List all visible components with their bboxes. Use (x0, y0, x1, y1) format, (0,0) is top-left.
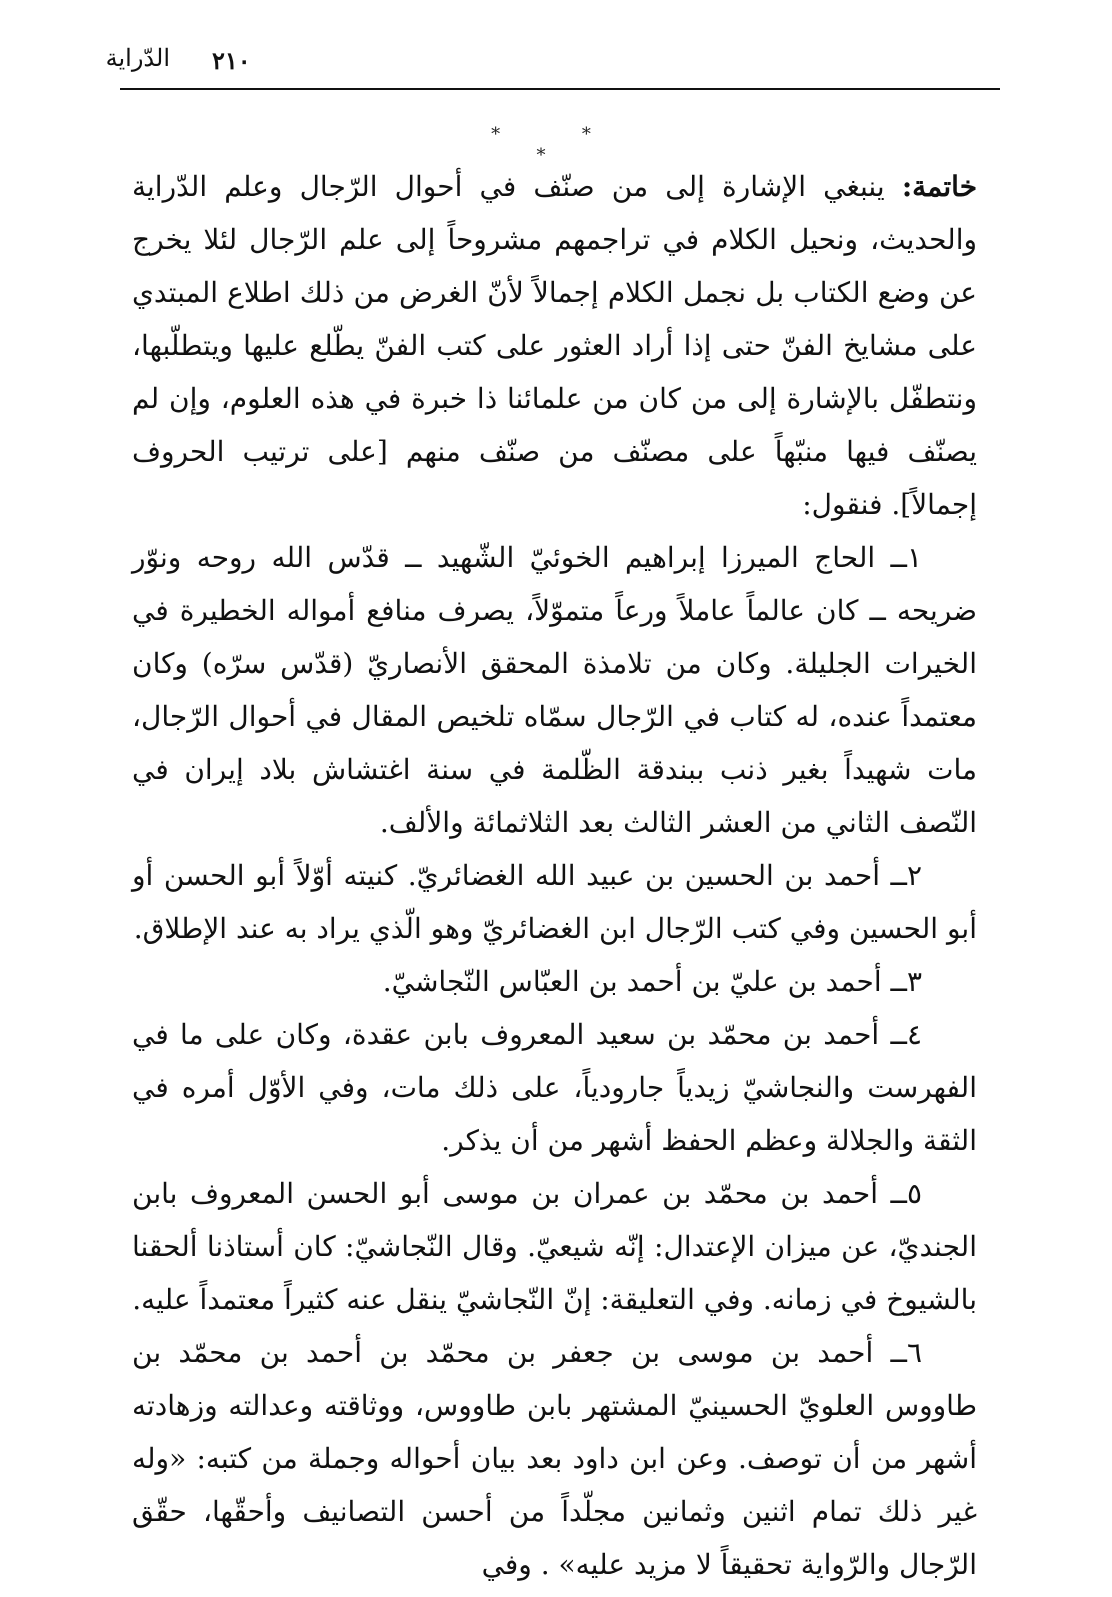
body-text (132, 160, 977, 1591)
intro-label: خاتمة: (901, 170, 977, 203)
entry-5: ٥ــ أحمد بن محمّد بن عمران بن موسى أبو الحسن المعروف بابن الجنديّ، عن ميزان الإعتدال: إنّه شيعيّ. وقال النّجاشيّ: كان أستاذنا ألحقنا بالشيوخ في زمانه. وفي التعليقة: إنّ النّجاشيّ ينقل عنه كثيراً معتمداً عليه. (132, 1177, 977, 1316)
section-ornament: * * * (491, 124, 629, 166)
entry-1: ١ــ الحاج الميرزا إبراهيم الخوئيّ الشّهيد ــ قدّس الله روحه ونوّر ضريحه ــ كان عالماً عاملاً ورعاً متموّلاً، يصرف منافع أمواله الخطيرة في الخيرات الجليلة. وكان من تلامذة المحقق الأنصاريّ (قدّس سرّه) وكان معتمداً عنده، له كتاب في الرّجال سمّاه تلخيص المقال في أحوال الرّجال، مات شهيداً بغير ذنب ببندقة الظّلمة في سنة اغتشاش بلاد إيران في النّصف الثاني من العشر الثالث بعد الثلاثمائة والألف. (132, 541, 977, 839)
intro-paragraph (132, 160, 977, 531)
entry-2: ٢ــ أحمد بن الحسين بن عبيد الله الغضائريّ. كنيته أوّلاً أبو الحسن أو أبو الحسين وفي كتب الرّجال ابن الغضائريّ وهو الّذي يراد به عند الإطلاق. (132, 859, 977, 945)
entry-4: ٤ــ أحمد بن محمّد بن سعيد المعروف بابن عقدة، وكان على ما في الفهرست والنجاشيّ زيدياً جارودياً، على ذلك مات، وفي الأوّل أمره في الثقة والجلالة وعظم الحفظ أشهر من أن يذكر. (132, 1018, 977, 1157)
entry-6: ٦ــ أحمد بن موسى بن جعفر بن محمّد بن أحمد بن محمّد بن طاووس العلويّ الحسينيّ المشتهر بابن طاووس، ووثاقته وعدالته وزهادته أشهر من أن توصف. وعن ابن داود بعد بيان أحواله وجملة من كتبه: «وله غير ذلك تمام اثنين وثمانين مجلّداً من أحسن التصانيف وأحقّها، حقّق الرّجال والرّواية تحقيقاً لا مزيد عليه» . وفي (132, 1336, 977, 1581)
entry-3: ٣ــ أحمد بن عليّ بن أحمد بن العبّاس النّجاشيّ. (382, 965, 922, 998)
page-header (105, 40, 1000, 90)
page-number: ٢١٠ (212, 46, 251, 75)
intro-text: ينبغي الإشارة إلى من صنّف في أحوال الرّجال وعلم الدّراية والحديث، ونحيل الكلام في تراجمهم مشروحاً إلى علم الرّجال لئلا يخرج عن وضع الكتاب بل نجمل الكلام إجمالاً لأنّ الغرض من ذلك اطلاع المبتدي على مشايخ الفنّ حتى إذا أراد العثور على كتب الفنّ يطّلع عليها ويتطلّبها، ونتطفّل بالإشارة إلى من كان من علمائنا ذا خبرة في هذه العلوم، وإن لم يصنّف فيها منبّهاً على مصنّف من صنّف منهم [على ترتيب الحروف إجمالاً]. فنقول: (132, 170, 977, 521)
running-title: الدّراية (105, 44, 170, 72)
